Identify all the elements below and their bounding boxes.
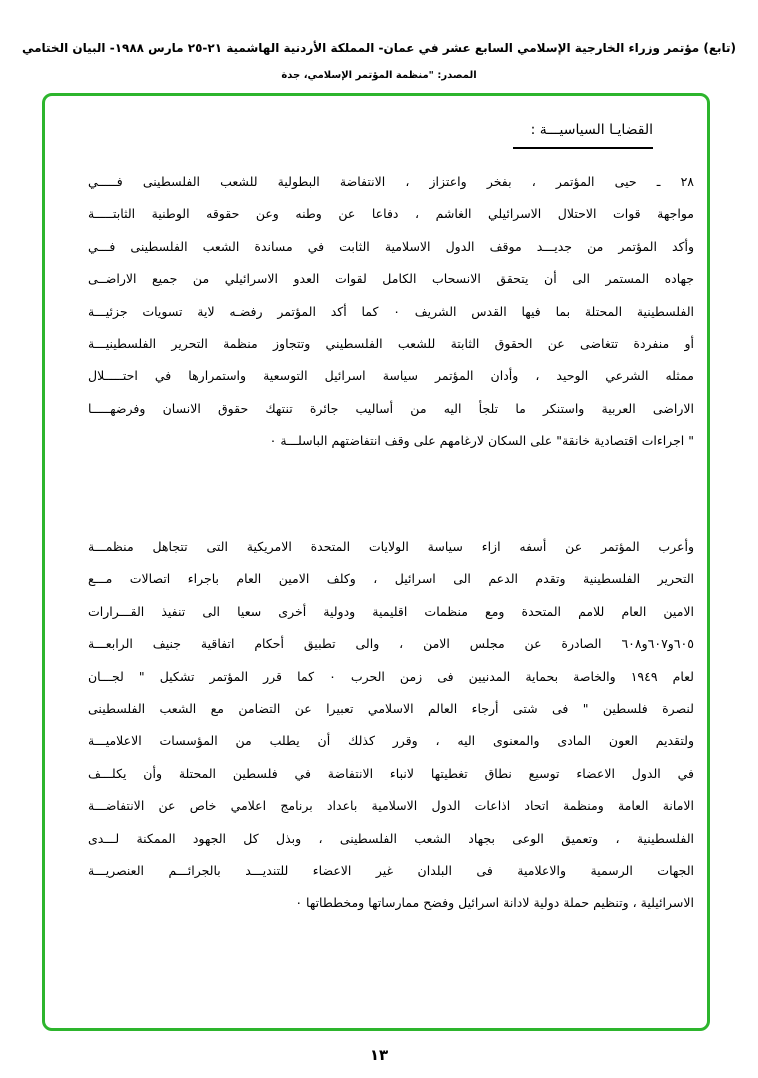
document-header-title: (تابع) مؤتمر وزراء الخارجية الإسلامي السابع عشر في عمان- المملكة الأردنية الهاشمية ٢١-٢٥ مارس ١٩٨٨- البيان الختامي	[21, 41, 737, 55]
text-line: " اجراءات اقتصادية خانقة" على السكان لارغامهم على وقف انتفاضتهم الباسلـــة ٠	[269, 433, 694, 449]
text-line: في الدول الاعضاء توسيع نطاق تغطيتها لانباء الانتفاضة في فلسطين المحتلة وأن يكلـــف	[88, 765, 694, 781]
text-line: لعام ١٩٤٩ والخاصة بحماية المدنيين فى زمن الحرب ٠ كما قرر المؤتمر تشكيل " لجـــان	[88, 668, 694, 684]
text-line: ممثله الشرعي الوحيد ، وأدان المؤتمر سياسة اسرائيل التوسعية واستمرارها في احتـــــلال	[88, 368, 694, 384]
document-source: المصدر: "منظمة المؤتمر الإسلامي، جدة	[281, 70, 477, 81]
text-line: الفلسطينية ، وتعميق الوعى بجهاد الشعب الفلسطينى ، وبذل كل الجهود الممكنة لـــدى	[88, 830, 694, 846]
text-line: الامانة العامة ومنظمة اتحاد اذاعات الدول الاسلامية باعداد برنامج اعلامي خاص عن الانتفاضـــة	[88, 798, 694, 814]
text-line: الاراضى العربية واستنكر ما تلجأ اليه من أساليب جائرة تنتهك حقوق الانسان وفرضهـــــا	[88, 400, 694, 416]
text-line: جهاده المستمر الى أن يتحقق الانسحاب الكامل لقوات العدو الاسرائيلي من جميع الاراضــى	[88, 271, 694, 287]
text-line: ولتقديم العون المادى والمعنوى اليه ، وقرر كذلك أن يطلب من المؤسسات الاعلاميـــة	[88, 733, 694, 749]
text-line: ٢٨ ـ حيى المؤتمر ، بفخر واعتزاز ، الانتفاضة البطولية للشعب الفلسطينى فـــــي	[88, 174, 694, 189]
page-number: ١٣	[369, 1046, 389, 1064]
text-line: وأكد المؤتمر من جديـــد موقف الدول الاسلامية الثابت في مساندة الشعب الفلسطينى فـــي	[88, 238, 694, 254]
section-title-underline	[513, 147, 653, 149]
text-line: ٦٠٥و٦٠٧و٦٠٨ الصادرة عن مجلس الامن ، والى تطبيق أحكام اتفاقية جنيف الرابعـــة	[88, 636, 694, 652]
text-line: الاسرائيلية ، وتنظيم حملة دولية لادانة اسرائيل وفضح ممارساتها ومخططاتها ٠	[295, 895, 694, 911]
text-line: لنصرة فلسطين " فى شتى أرجاء العالم الاسلامي تعبيرا عن التضامن مع الشعب الفلسطينى	[88, 701, 694, 717]
text-line: التحرير الفلسطينية وتقدم الدعم الى اسرائيل ، وكلف الامين العام باجراء اتصالات مـــع	[88, 571, 694, 587]
text-line: وأعرب المؤتمر عن أسفه ازاء سياسة الولايات المتحدة الامريكية التى تتجاهل منظمـــة	[88, 539, 694, 554]
text-line: الامين العام للامم المتحدة ومع منظمات اقليمية ودولية أخرى سعيا الى تنفيذ القـــرارات	[88, 603, 694, 619]
text-line: أو منفردة تتغاضى عن الحقوق الثابتة للشعب الفلسطيني وتتجاوز منظمة التحرير الفلسطينيـــة	[88, 336, 694, 352]
section-title: القضايـا السياسيـــة :	[530, 122, 653, 138]
paragraph-1	[88, 166, 694, 458]
text-line: الجهات الرسمية والاعلامية فى البلدان غير الاعضاء للتنديـــد بالجرائـــم العنصريـــة	[88, 863, 694, 879]
text-line: الفلسطينية المحتلة بما فيها القدس الشريف ٠ كما أكد المؤتمر رفضـه لاية تسويات جزئيـــة	[88, 303, 694, 319]
text-line: مواجهة قوات الاحتلال الاسرائيلي الغاشم ، دفاعا عن وطنه وعن حقوقه الوطنية الثابتـــــة	[88, 206, 694, 222]
paragraph-2	[88, 531, 694, 920]
